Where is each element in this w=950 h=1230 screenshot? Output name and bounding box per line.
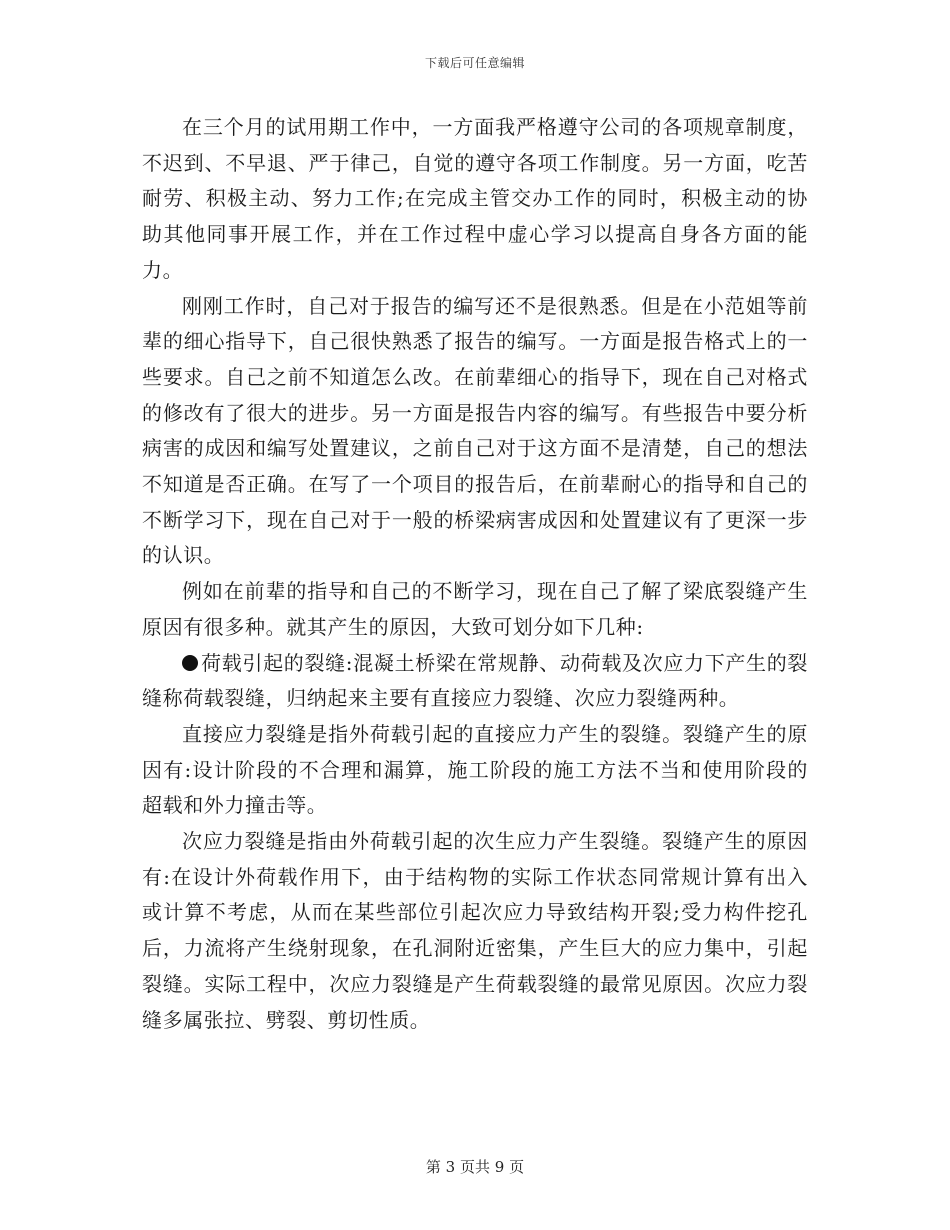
page-number-footer: 第 3 页共 9 页 xyxy=(425,1158,525,1176)
document-body xyxy=(142,110,808,1038)
bullet-dot-icon xyxy=(182,655,198,671)
paragraph-report-writing: 刚刚工作时，自己对于报告的编写还不是很熟悉。但是在小范姐等前辈的细心指导下，自己很快熟悉了报告的编写。一方面是报告格式上的一些要求。自己之前不知道怎么改。在前辈细心的指导下，现在自己对格式的修改有了很大的进步。另一方面是报告内容的编写。有些报告中要分析病害的成因和编写处置建议，之前自己对于这方面不是清楚，自己的想法不知道是否正确。在写了一个项目的报告后，在前辈耐心的指导和自己的不断学习下，现在自己对于一般的桥梁病害成因和处置建议有了更深一步的认识。 xyxy=(142,293,808,568)
bullet-load-cracks xyxy=(142,646,808,717)
paragraph-probation-work: 在三个月的试用期工作中，一方面我严格遵守公司的各项规章制度，不迟到、不早退、严于律己，自觉的遵守各项工作制度。另一方面，吃苦耐劳、积极主动、努力工作;在完成主管交办工作的同时，积极主动的协助其他同事开展工作，并在工作过程中虚心学习以提高自身各方面的能力。 xyxy=(142,115,808,282)
page-header: 下载后可任意编辑 xyxy=(424,56,525,70)
paragraph-crack-causes-intro: 例如在前辈的指导和自己的不断学习，现在自己了解了梁底裂缝产生原因有很多种。就其产生的原因，大致可划分如下几种: xyxy=(142,579,808,639)
paragraph-secondary-stress-cracks: 次应力裂缝是指由外荷载引起的次生应力产生裂缝。裂缝产生的原因有:在设计外荷载作用下，由于结构物的实际工作状态同常规计算有出入或计算不考虑，从而在某些部位引起次应力导致结构开裂;受力构件挖孔后，力流将产生绕射现象，在孔洞附近密集，产生巨大的应力集中，引起裂缝。实际工程中，次应力裂缝是产生荷载裂缝的最常见原因。次应力裂缝多属张拉、劈裂、剪切性质。 xyxy=(142,829,808,1032)
bullet-load-cracks-text: 荷载引起的裂缝:混凝土桥梁在常规静、动荷载及次应力下产生的裂缝称荷载裂缝，归纳起来主要有直接应力裂缝、次应力裂缝两种。 xyxy=(142,650,808,711)
paragraph-direct-stress-cracks: 直接应力裂缝是指外荷载引起的直接应力产生的裂缝。裂缝产生的原因有:设计阶段的不合理和漏算，施工阶段的施工方法不当和使用阶段的超载和外力撞击等。 xyxy=(142,721,809,818)
